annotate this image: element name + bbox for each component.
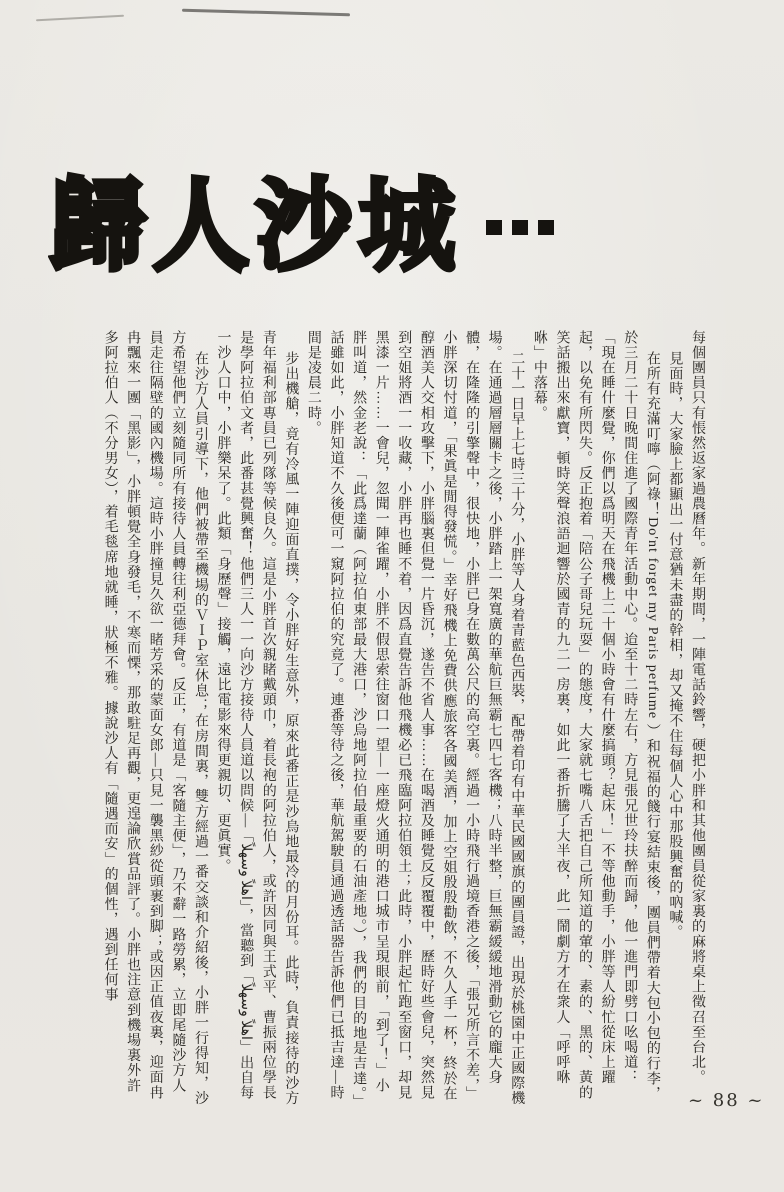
title-ellipsis-squares bbox=[486, 220, 554, 235]
paragraph-6: 在沙方人員引導下，他們被帶至機場的ＶＩＰ室休息；在房間裏，雙方經過一番交談和介紹後，小胖一行得知，沙方希望他們立刻隨同所有接待人員轉往利亞德拜會。反正，有道是「客隨主便」，乃不辭一路勞累，立即尾隨沙方人員走往隔壁的國內機場。這時小胖撞見久欲一睹芳采的蒙面女郎—只見一襲黑紗從頭裹到脚；或因正值夜裏，迎面冉冉飄來一團「黑影」，小胖頓覺全身發毛，不寒而慄，那敢駐足再觀，更遑論欣賞品評了。小胖也注意到機場裏外許多阿拉伯人（不分男女），着毛毯席地就睡，狀極不雅。據說沙人有「隨遇而安」的個性，遇到任何事 bbox=[102, 330, 208, 1106]
ellipsis-square-icon bbox=[538, 220, 554, 235]
page-number: ~ 88 ~ bbox=[688, 1090, 765, 1111]
article-title-block bbox=[50, 166, 554, 286]
paragraph-3: 在所有充滿叮嚀（阿祿！Do'nt forget my Paris perfume ）和祝福的餞行宴結束後，團員們帶着大包小包的行李，於三月二十日晚間住進了國際青年活動中心。迨至十二時左右，方見張兄世玲扶醉而歸，他一進門即劈口吆喝道：「現在睡什麼覺，你們以爲明天在飛機上二十個小時會有什麼搞頭？起床！」不等他動手，小胖等人紛忙從床上躍起，以免有所閃失。反正抱着「陪公子哥兒玩耍」的態度，大家就七嘴八舌把自己所知道的葷的、素的、黑的、黃的笑話搬出來獻寶，頓時笑聲浪語迴響於國青的九二一房裏，如此一番折騰了大半夜，此一鬧劇方才在衆人「呼呼咻咻」中落幕。 bbox=[531, 330, 660, 1102]
scan-smudge-left bbox=[36, 15, 124, 22]
ellipsis-square-icon bbox=[486, 220, 502, 235]
paragraph-1: 每個團員只有悵然返家過農曆年。新年期間，一陣電話鈴響，硬把小胖和其他團員從家裏的麻將桌上徵召至台北。 bbox=[690, 330, 705, 1085]
article-body-vertical-text bbox=[80, 330, 708, 1108]
article-title: 歸人沙城 bbox=[50, 167, 462, 285]
paragraph-5: 步出機艙，竟有冷風一陣迎面直撲，令小胖好生意外，原來此番正是沙烏地最冷的月份耳。此時，負責接待的沙方青年福利部專員已列隊等候良久。這是小胖首次親睹戴頭巾，着長袍的阿拉伯人，或許因同與王式平、曹振兩位學長是學阿拉伯文者，此番甚覺興奮！他們三人一一向沙方接待人員道以問候—「اهلاً وسهلاً」，當聽到「اهلاً وسهلاً」出自每一沙人口中，小胖樂呆了。此類「身歷聲」接觸，遠比電影來得更親切、更眞實。 bbox=[215, 330, 299, 1106]
paragraph-4: 二十一日早上七時三十分，小胖等人身着青藍色西裝，配帶着印有中華民國國旗的團員證，出現於桃園中正國際機場。在通過層層關卡之後，小胖踏上一架寬廣的華航巨無霸七四七客機；八時半整，巨無霸緩緩地滑動它的龐大身體，在隆隆的引擎聲中，很快地，小胖已身在數萬公尺的高空裏。經過一小時飛行過境香港之後，「張兄所言不差，」小胖深切忖道，「果眞是閒得發慌。」幸好飛機上免費供應旅客各國美酒，加上空姐殷殷勸飲，不久人手一杯，終於在醇酒美人交相攻擊下，小胖腦裏但覺一片昏沉，遂告不省人事……在喝酒及睡覺反反覆覆中，歷時好些會兒，突然見到空姐將酒一一收藏，小胖再也睡不着，因爲直覺告訴他飛機必已飛臨阿拉伯領土；此時，小胖起忙跑至窗口，却見黑漆一片……一會兒，忽聞一陣雀躍，小胖不假思索往窗口一望—一座燈火通明的港口城市呈現眼前，「到了！」小胖叫道，然金老說：「此爲達蘭（阿拉伯東部最大港口，沙烏地阿拉伯最重要的石油產地。），我們的目的地是吉達。」話雖如此，小胖知道不久後便可一窺阿拉伯的究竟了。連番等待之後，華航駕駛員通過透話器告訴他們已抵吉達—時間是凌晨二時。 bbox=[305, 330, 525, 1106]
ellipsis-square-icon bbox=[512, 220, 528, 235]
paragraph-2: 見面時，大家臉上都顯出一付意猶未盡的幹相，却又掩不住每個人心中那股興奮的吶喊。 bbox=[667, 351, 683, 940]
scan-smudge-right bbox=[182, 9, 350, 17]
